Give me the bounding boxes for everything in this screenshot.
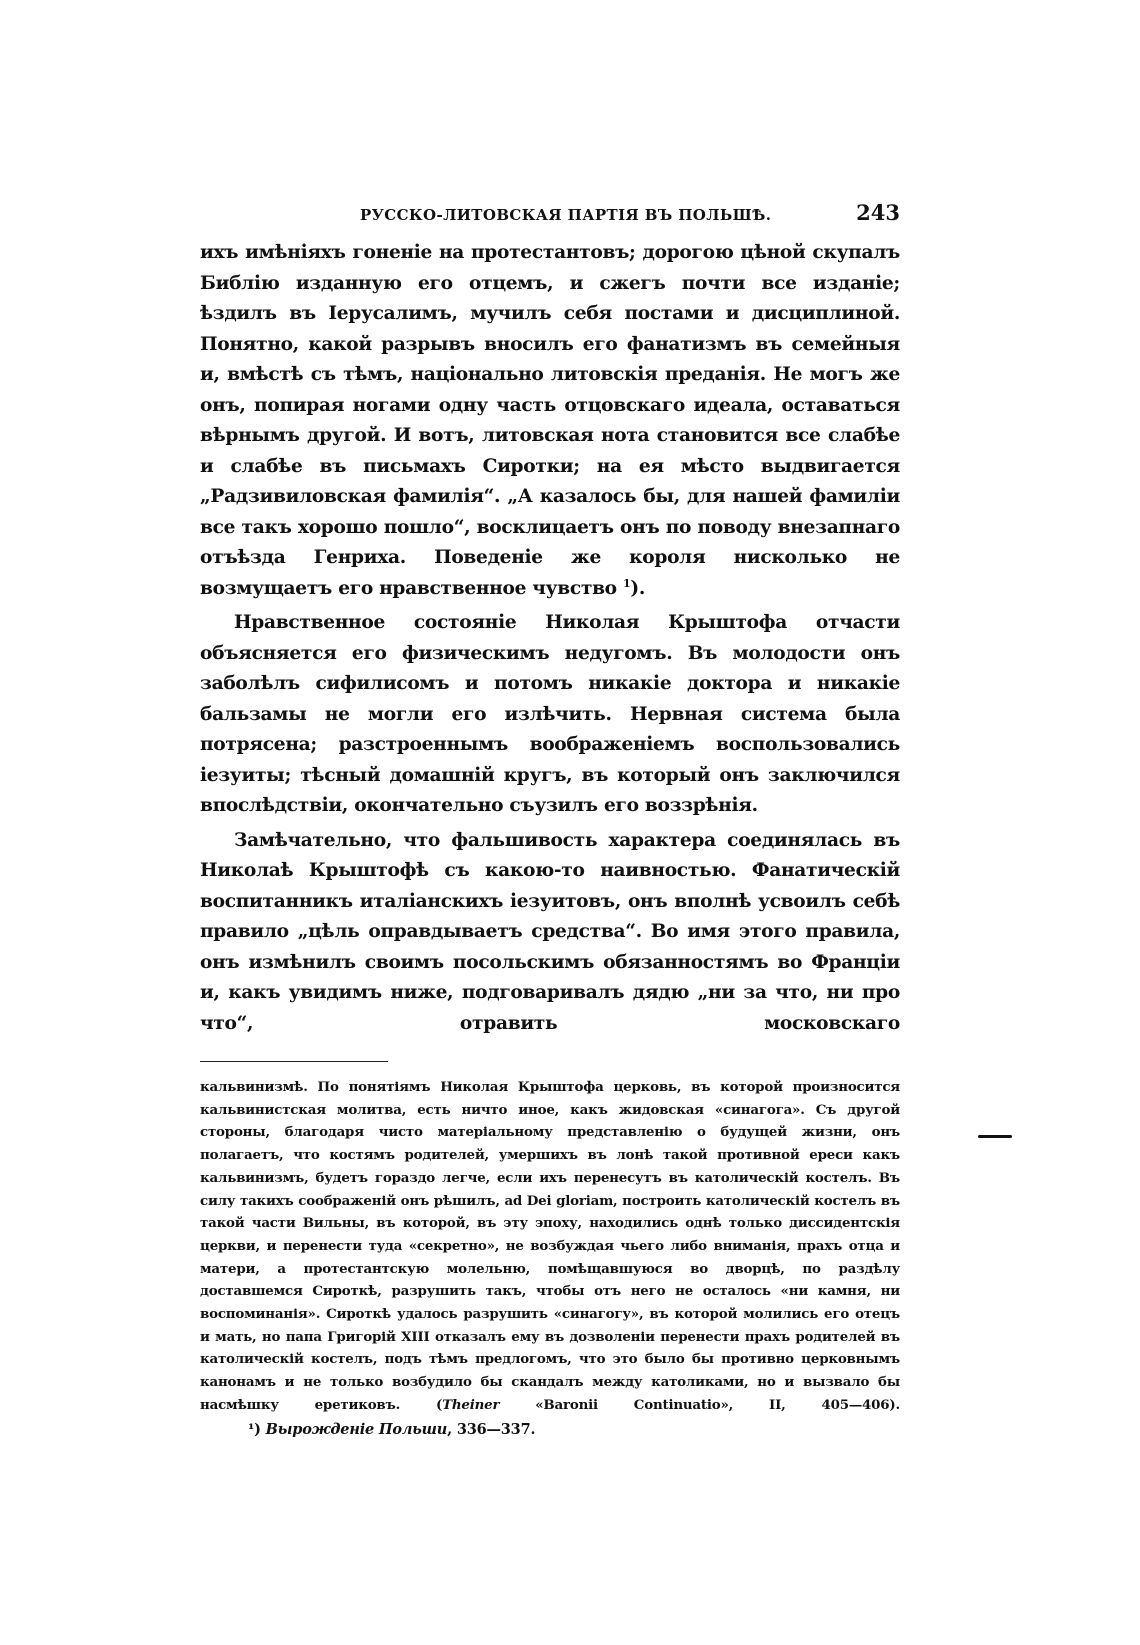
- running-title: РУССКО-ЛИТОВСКАЯ ПАРТІЯ ВЪ ПОЛЬШѢ.: [360, 206, 772, 224]
- paragraph-1: [200, 238, 900, 604]
- page-header: [200, 200, 900, 234]
- footnotes: [200, 1076, 900, 1441]
- footnote-1-pages: , 336—337.: [447, 1420, 536, 1438]
- main-text: [200, 238, 900, 1039]
- footnote-continued-text: кальвинизмѣ. По понятіямъ Николая Крыштофа церковь, въ которой произносится кальвинистская молитва, есть ничто иное, какъ жидовская «синагога». Съ другой стороны, благодаря чисто матеріальному представленію о будущей жизни, онъ полагаетъ, что костямъ родителей, умершихъ въ лонѣ такой противной ереси какъ кальвинизмъ, будетъ гораздо легче, если ихъ перенесутъ въ католическій костелъ. Въ силу такихъ соображеній онъ рѣшилъ, ad Dei gloriam, построить католическій костелъ въ такой части Вильны, въ которой, въ эту эпоху, находились однѣ только диссидентскія церкви, и перенести туда «секретно», не возбуждая чьего либо вниманія, прахъ отца и матери, а протестантскую молельню, помѣщавшуюся во дворцѣ, по раздѣлу доставшемся Сироткѣ, разрушить такъ, чтобы отъ него не осталось «ни камня, ни воспоминанія». Сироткѣ удалось разрушить «синагогу», въ которой молились его отецъ и мать, но папа Григорій XIII отказалъ ему въ дозволеніи перенести прахъ родителей въ католическій костелъ, подъ тѣмъ предлогомъ, что это было бы противно церковнымъ канонамъ и не только возбудило бы скандалъ между католиками, но и вызвало бы насмѣшку еретиковъ.: [200, 1079, 900, 1413]
- page-number: 243: [856, 200, 900, 225]
- footnote-1-title: Вырожденіе Польши: [265, 1420, 448, 1438]
- citation-rest: «Baronii Continuatio», II, 405—406).: [535, 1396, 900, 1413]
- paragraph-1-text: ихъ имѣніяхъ гоненіе на протестантовъ; дорогою цѣной скупалъ Библію изданную его отцемъ, и сжегъ почти все изданіе; ѣздилъ въ Іерусалимъ, мучилъ себя постами и дисциплиной. Понятно, какой разрывъ вносилъ его фанатизмъ въ семейныя и, вмѣстѣ съ тѣмъ, національно литовскія преданія. Не могъ же онъ, попирая ногами одну часть отцовскаго идеала, оставаться вѣрнымъ другой. И вотъ, литовская нота становится все слабѣе и слабѣе въ письмахъ Сиротки; на ея мѣсто выдвигается „Радзивиловская фамилія“. „А казалось бы, для нашей фамиліи все такъ хорошо пошло“, восклицаетъ онъ по поводу внезапнаго отъѣзда Генриха. Поведеніе же короля нисколько не возмущаетъ его нравственное чувство: [200, 242, 900, 599]
- citation-open: (: [435, 1396, 443, 1413]
- book-page: [200, 200, 900, 1441]
- footnote-divider: [200, 1061, 388, 1062]
- footnote-1: [200, 1419, 900, 1442]
- footnote-1-marker: ¹): [248, 1420, 261, 1438]
- footnote-ref: 1: [622, 576, 631, 590]
- paragraph-1-tail: ).: [630, 577, 646, 599]
- paragraph-2: Нравственное состояніе Николая Крыштофа отчасти объясняется его физическимъ недугомъ. Въ молодости онъ заболѣлъ сифилисомъ и потомъ никакіе доктора и никакіе бальзамы не могли его излѣчить. Нервная система была потрясена; разстроеннымъ воображеніемъ воспользовались іезуиты; тѣсный домашній кругъ, въ который онъ заключился впослѣдствіи, окончательно съузилъ его воззрѣнія.: [200, 612, 900, 816]
- citation-author: Theiner: [442, 1396, 500, 1413]
- footnote-continued: [200, 1076, 900, 1417]
- scan-edge-mark: [978, 1135, 1012, 1138]
- paragraph-3: Замѣчательно, что фальшивость характера соединялась въ Николаѣ Крыштофѣ съ какою-то наивностью. Фанатическій воспитанникъ италіанскихъ іезуитовъ, онъ вполнѣ усвоилъ себѣ правило „цѣль оправдываетъ средства“. Во имя этого правила, онъ измѣнилъ своимъ посольскимъ обязанностямъ во Франціи и, какъ увидимъ ниже, подговаривалъ дядю „ни за что, ни про что“, отравить московскаго: [200, 829, 900, 1034]
